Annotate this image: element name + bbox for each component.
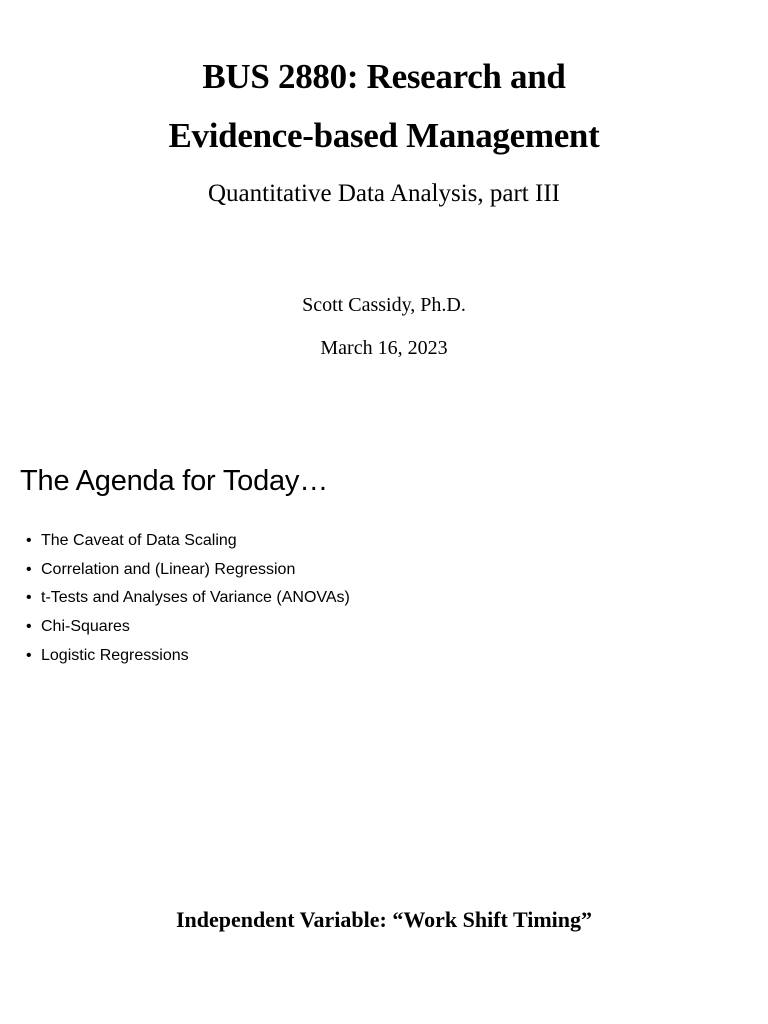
bullet-icon: • (26, 618, 32, 636)
course-title-line-1: BUS 2880: Research and (202, 57, 566, 96)
author-name: Scott Cassidy, Ph.D. (302, 294, 466, 316)
agenda-slide (0, 455, 768, 685)
agenda-item-text: Logistic Regressions (41, 646, 189, 664)
independent-variable-heading: Independent Variable: “Work Shift Timing” (175, 907, 593, 932)
lecture-date: March 16, 2023 (320, 337, 448, 359)
agenda-item-text: Chi-Squares (41, 618, 130, 636)
bullet-icon: • (26, 560, 32, 578)
bullet-icon: • (26, 646, 32, 664)
agenda-item-text: Correlation and (Linear) Regression (41, 560, 296, 578)
bullet-icon: • (26, 532, 32, 549)
agenda-item-text: t-Tests and Analyses of Variance (ANOVAs) (41, 589, 350, 607)
course-title-line-2: Evidence-based Management (168, 116, 600, 155)
agenda-heading: The Agenda for Today… (20, 465, 329, 497)
agenda-item-text: The Caveat of Data Scaling (41, 532, 237, 549)
title-slide (0, 0, 768, 380)
lecture-subtitle: Quantitative Data Analysis, part III (208, 180, 560, 207)
bullet-icon: • (26, 589, 32, 607)
